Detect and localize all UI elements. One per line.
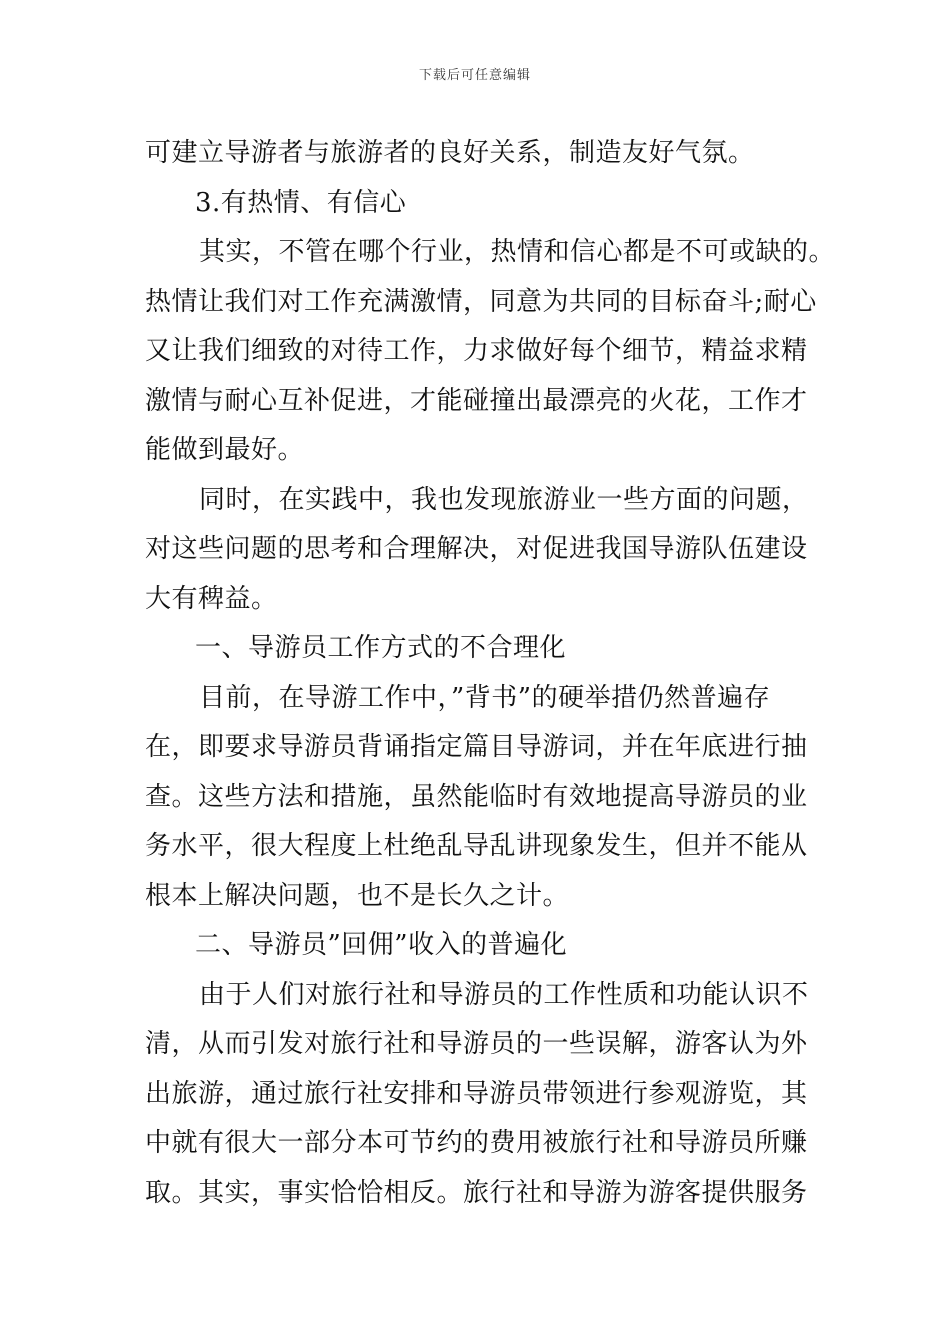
- text-line: 出旅游，通过旅行社安排和导游员带领进行参观游览，其: [145, 1078, 808, 1109]
- text-line: 可建立导游者与旅游者的良好关系，制造友好气氛。: [145, 138, 755, 168]
- text-line: 查。这些方法和措施，虽然能临时有效地提高导游员的业: [145, 781, 808, 812]
- text-line: 又让我们细致的对待工作，力求做好每个细节，精益求精: [145, 336, 808, 366]
- text-line: 大有稗益。: [145, 583, 278, 614]
- text-line: 清，从而引发对旅行社和导游员的一些误解，游客认为外: [145, 1029, 808, 1059]
- text-line: 中就有很大一部分本可节约的费用被旅行社和导游员所赚: [145, 1128, 808, 1158]
- section-heading: 3.有热情、有信心: [195, 187, 407, 218]
- text-line: 目前，在导游工作中，”背书”的硬举措仍然普遍存: [199, 682, 771, 713]
- document-body: [145, 129, 836, 1218]
- section-heading: 一、导游员工作方式的不合理化: [195, 633, 567, 663]
- text-line: 在，即要求导游员背诵指定篇目导游词，并在年底进行抽: [145, 732, 808, 762]
- text-line: 热情让我们对工作充满激情，同意为共同的目标奋斗;耐心: [145, 286, 817, 317]
- text-line: 对这些问题的思考和合理解决，对促进我国导游队伍建设: [145, 534, 808, 564]
- download-note: 下载后可任意编辑: [418, 68, 531, 83]
- text-line: 务水平，很大程度上杜绝乱导乱讲现象发生，但并不能从: [145, 831, 808, 861]
- text-line: 同时，在实践中，我也发现旅游业一些方面的问题，: [199, 484, 809, 515]
- text-line: 激情与耐心互补促进，才能碰撞出最漂亮的火花，工作才: [145, 385, 808, 416]
- text-line: 其实，不管在哪个行业，热情和信心都是不可或缺的。: [199, 237, 836, 267]
- text-line: 由于人们对旅行社和导游员的工作性质和功能认识不: [199, 979, 809, 1010]
- text-line: 能做到最好。: [145, 435, 305, 465]
- text-line: 根本上解决问题，也不是长久之计。: [145, 880, 570, 911]
- text-line: 取。其实，事实恰恰相反。旅行社和导游为游客提供服务: [145, 1177, 808, 1208]
- section-heading: 二、导游员”回佣”收入的普遍化: [195, 930, 568, 960]
